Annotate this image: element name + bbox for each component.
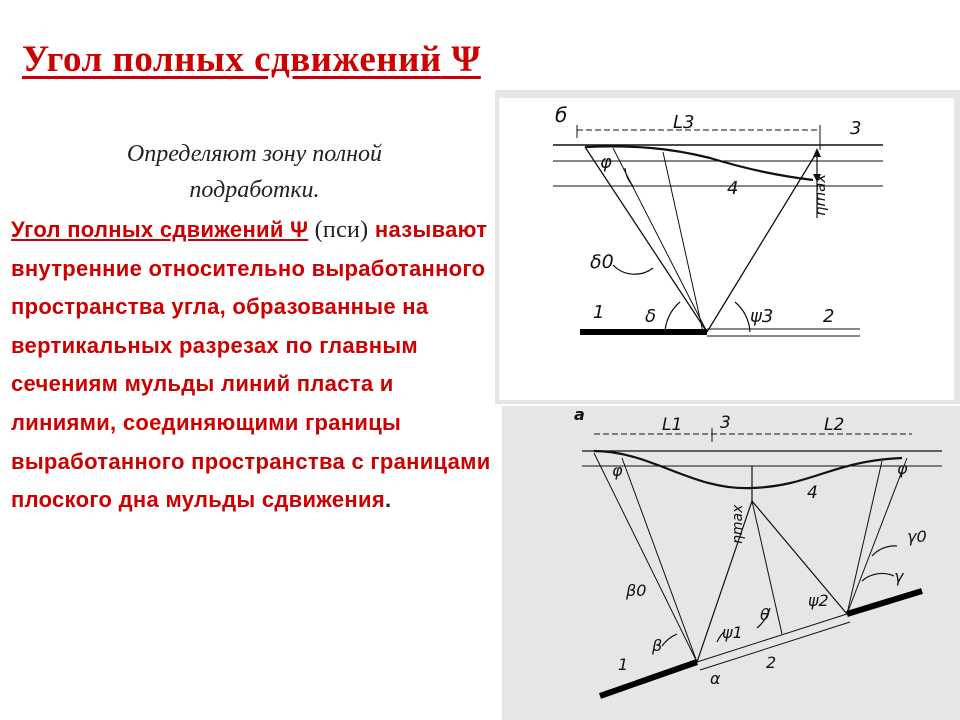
definition-paragraph	[11, 211, 501, 520]
definition-paren: (пси)	[314, 217, 369, 243]
slide-title	[22, 38, 481, 81]
label-delta0: δ0	[590, 251, 614, 273]
label-psi2: ψ2	[808, 591, 829, 610]
label-2: 2	[766, 653, 777, 672]
label-l3: L3	[673, 112, 695, 133]
arc-gamma0	[872, 546, 897, 556]
arc-gamma	[862, 573, 894, 581]
label-l1: L1	[662, 415, 683, 435]
diagram-bottom-panel	[502, 406, 960, 720]
label-b: б	[555, 103, 568, 127]
label-1: 1	[618, 655, 629, 674]
intro-line-1: Определяют зону полной	[126, 141, 383, 167]
label-eta-max: ηmax	[811, 173, 829, 216]
label-2: 2	[823, 306, 835, 327]
label-theta: θ	[760, 605, 770, 624]
ray-left-inner	[622, 458, 697, 662]
title-text: Угол полных сдвижений	[22, 39, 442, 80]
label-alpha: α	[710, 669, 721, 688]
subsidence-curve	[594, 451, 902, 488]
diagram-top-panel	[495, 90, 960, 404]
label-eta-max: ηmax	[730, 504, 746, 544]
label-beta0: β0	[626, 581, 647, 600]
definition-term: Угол полных сдвижений Ψ	[11, 217, 309, 242]
seam-worked-right	[847, 591, 922, 614]
label-delta: δ	[645, 306, 657, 327]
ray-mid-right	[752, 501, 847, 614]
definition-text: называют внутренние относительно выработанного пространства угла, образованные на вертикальных разрезах по главным сечениям мульды линий пласта и линиями, соединяющими границы выработанного пространства с границами плоского дна мульды сдвижения	[11, 217, 491, 513]
label-3: 3	[850, 118, 862, 139]
definition-end-mark: .	[384, 487, 392, 513]
diagram-top	[495, 90, 960, 404]
intro-text	[22, 136, 487, 208]
label-3: 3	[720, 413, 731, 433]
label-phi-left: φ	[612, 461, 623, 480]
label-l2: L2	[824, 415, 845, 435]
label-1: 1	[593, 302, 605, 323]
seam-worked-left	[600, 662, 697, 696]
diagram-bottom	[502, 406, 960, 720]
label-psi1: ψ1	[722, 623, 743, 642]
arc-beta	[662, 634, 677, 646]
label-gamma: γ	[894, 567, 904, 586]
ray-left-outer	[594, 453, 697, 662]
label-4: 4	[807, 483, 818, 503]
label-4: 4	[727, 178, 739, 199]
label-psi3: ψ3	[750, 306, 774, 327]
diagram-top-paper	[499, 98, 954, 400]
label-phi-right: φ	[897, 459, 908, 478]
label-a: а	[574, 406, 585, 424]
label-phi: φ	[600, 152, 612, 173]
title-symbol: Ψ	[451, 39, 481, 80]
intro-line-2: подработки.	[189, 177, 320, 203]
label-gamma0: γ0	[907, 527, 927, 546]
label-beta: β	[652, 636, 663, 655]
